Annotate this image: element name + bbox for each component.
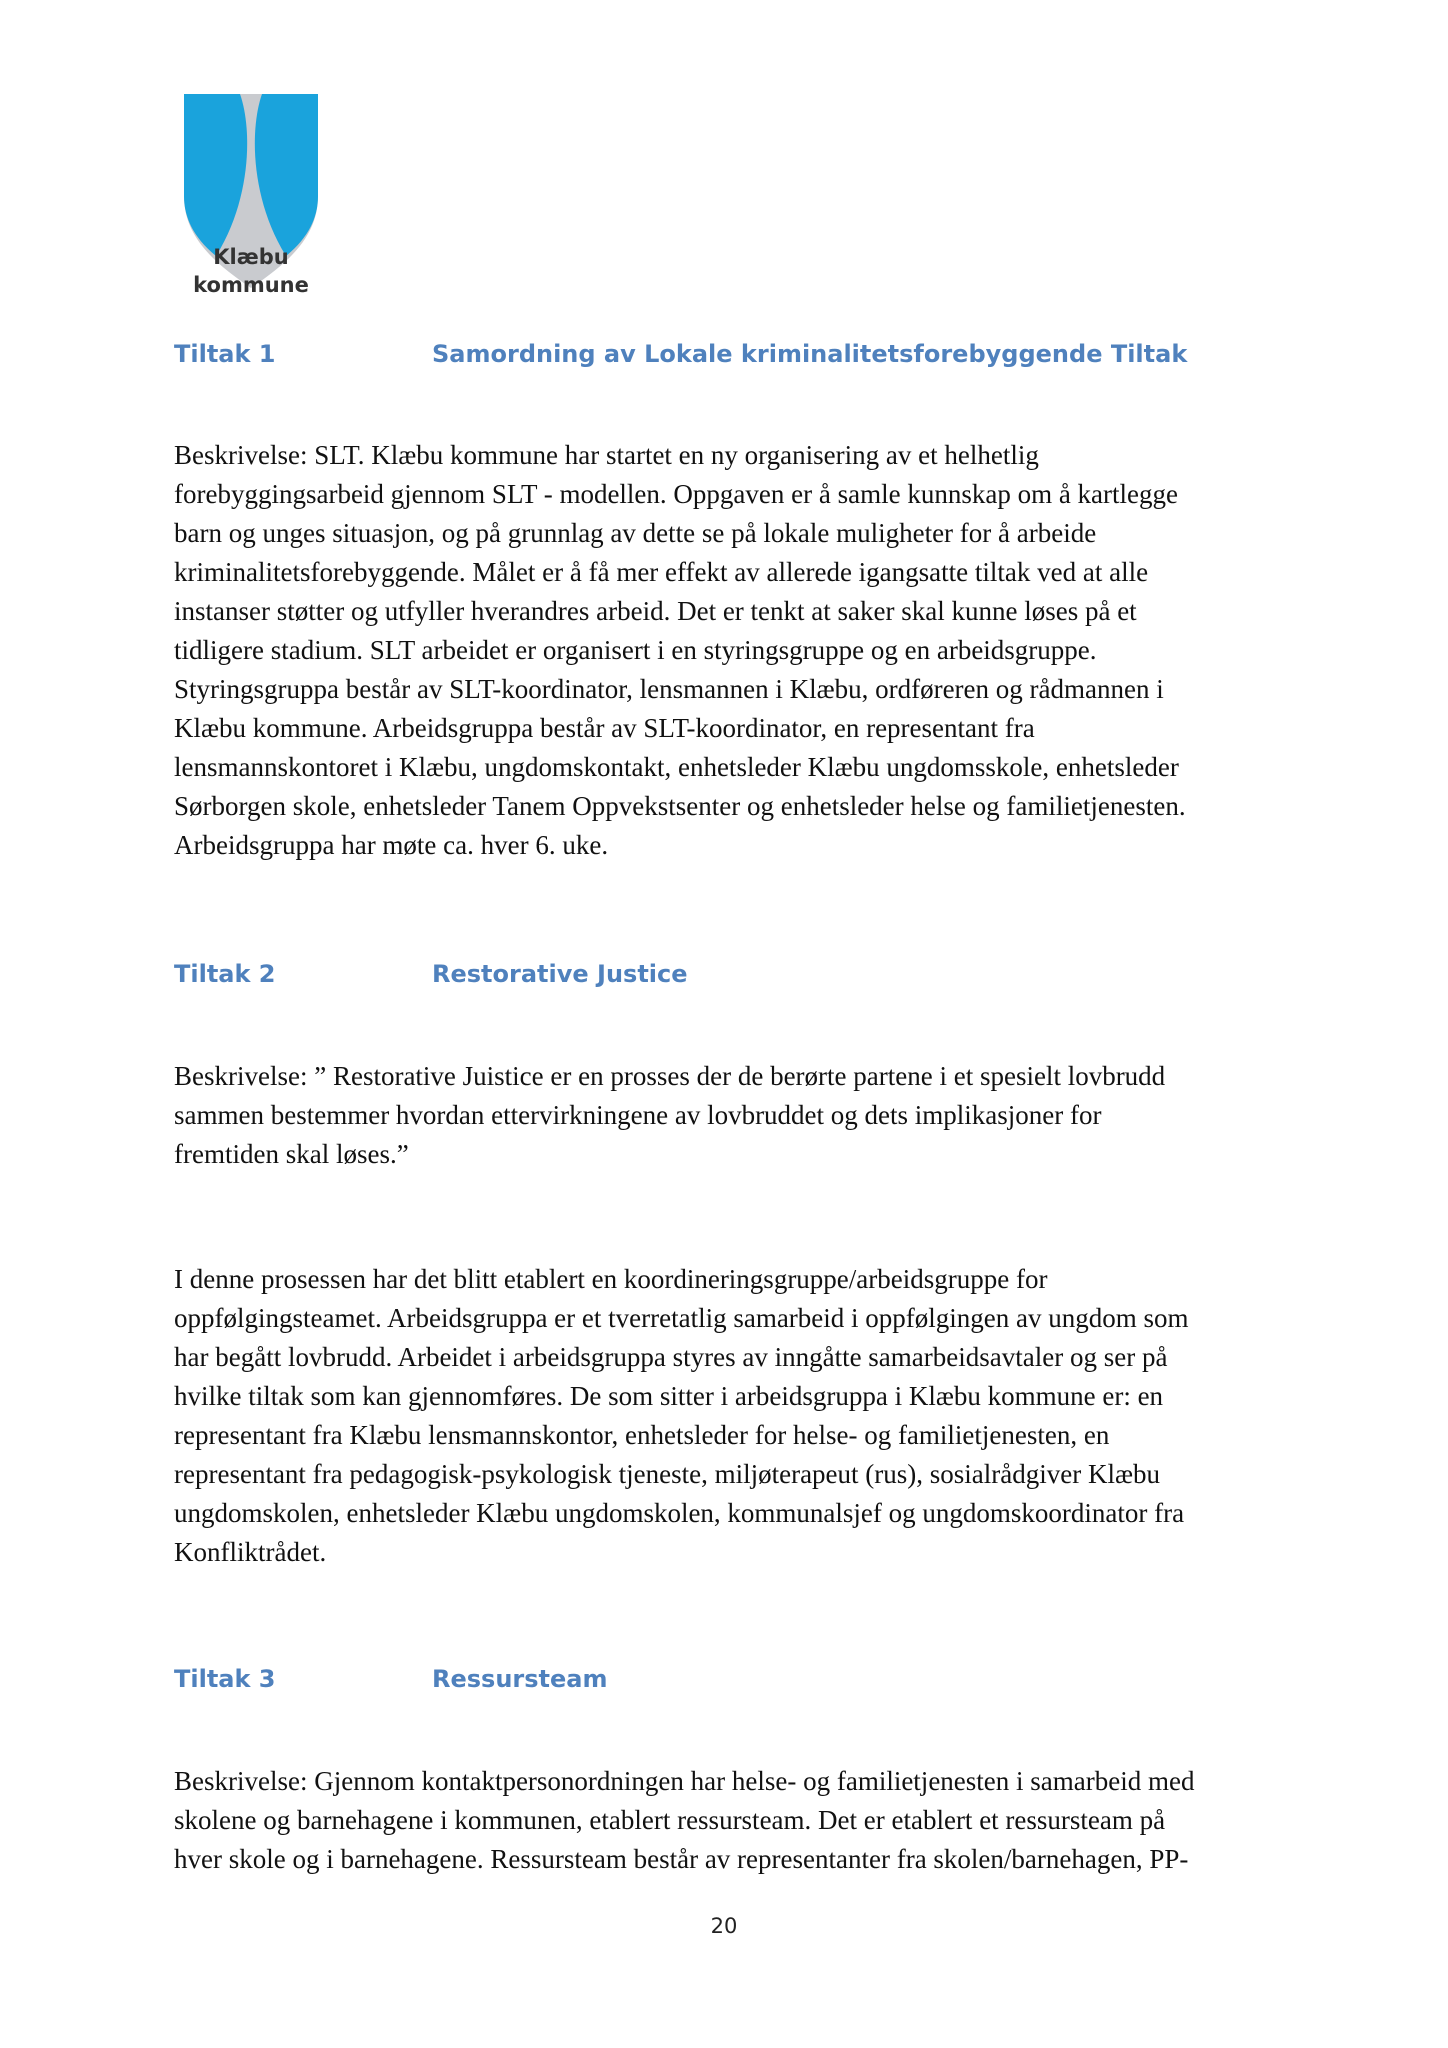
text-line: Styringsgruppa består av SLT-koordinator, lensmannen i Klæbu, ordføreren og rådmannen i bbox=[174, 674, 1164, 704]
text-line: hvilke tiltak som kan gjennomføres. De som sitter i arbeidsgruppa i Klæbu kommune er: en bbox=[174, 1381, 1164, 1411]
text-line: kriminalitetsforebyggende. Målet er å få mer effekt av allerede igangsatte tiltak ved at alle bbox=[174, 557, 1149, 587]
text-line: ungdomskolen, enhetsleder Klæbu ungdomskolen, kommunalsjef og ungdomskoordinator fra bbox=[174, 1498, 1185, 1528]
section-heading-tiltak-3 bbox=[174, 1665, 608, 1693]
section-heading-tiltak-1 bbox=[174, 340, 1187, 368]
text-line: Klæbu kommune. Arbeidsgruppa består av SLT-koordinator, en representant fra bbox=[174, 713, 1035, 743]
section-number: Tiltak 2 bbox=[174, 960, 276, 988]
text-line: Arbeidsgruppa har møte ca. hver 6. uke. bbox=[174, 830, 609, 860]
text-line: skolene og barnehagene i kommunen, etablert ressursteam. Det er etablert et ressursteam på bbox=[174, 1805, 1166, 1835]
klaebu-kommune-logo bbox=[176, 88, 326, 310]
text-line: fremtiden skal løses.” bbox=[174, 1139, 409, 1169]
text-line: barn og unges situasjon, og på grunnlag av dette se på lokale muligheter for å arbeide bbox=[174, 518, 1097, 548]
text-line: Konfliktrådet. bbox=[174, 1537, 327, 1567]
logo-text-line2: kommune bbox=[193, 273, 309, 297]
section-2-description bbox=[174, 1057, 1314, 1174]
text-line: Beskrivelse: Gjennom kontaktpersonordningen har helse- og familietjenesten i samarbeid med bbox=[174, 1766, 1195, 1796]
text-line: representant fra Klæbu lensmannskontor, enhetsleder for helse- og familietjenesten, en bbox=[174, 1420, 1110, 1450]
section-title: Ressursteam bbox=[432, 1665, 608, 1693]
coat-of-arms-icon bbox=[176, 88, 326, 310]
text-line: lensmannskontoret i Klæbu, ungdomskontakt, enhetsleder Klæbu ungdomsskole, enhetsleder bbox=[174, 752, 1179, 782]
section-number: Tiltak 3 bbox=[174, 1665, 276, 1693]
text-line: Beskrivelse: ” Restorative Juistice er en prosses der de berørte partene i et spesielt lovbrudd bbox=[174, 1061, 1166, 1091]
text-line: representant fra pedagogisk-psykologisk tjeneste, miljøterapeut (rus), sosialrådgiver Klæbu bbox=[174, 1459, 1160, 1489]
text-line: tidligere stadium. SLT arbeidet er organisert i en styringsgruppe og en arbeidsgruppe. bbox=[174, 635, 1097, 665]
section-title: Restorative Justice bbox=[432, 960, 688, 988]
text-line: Sørborgen skole, enhetsleder Tanem Oppvekstsenter og enhetsleder helse og familietjenesten. bbox=[174, 791, 1186, 821]
text-line: Beskrivelse: SLT. Klæbu kommune har startet en ny organisering av et helhetlig bbox=[174, 440, 1039, 470]
text-line: instanser støtter og utfyller hverandres arbeid. Det er tenkt at saker skal kunne løses på et bbox=[174, 596, 1137, 626]
section-heading-tiltak-2 bbox=[174, 960, 688, 988]
section-1-description bbox=[174, 436, 1314, 865]
page-number: 20 bbox=[710, 1914, 738, 1938]
text-line: I denne prosessen har det blitt etablert en koordineringsgruppe/arbeidsgruppe for bbox=[174, 1264, 1048, 1294]
section-3-description bbox=[174, 1762, 1314, 1879]
text-line: oppfølgingsteamet. Arbeidsgruppa er et tverretatlig samarbeid i oppfølgingen av ungdom som bbox=[174, 1303, 1189, 1333]
text-line: sammen bestemmer hvordan ettervirkningene av lovbruddet og dets implikasjoner for bbox=[174, 1100, 1102, 1130]
section-title: Samordning av Lokale kriminalitetsforebyggende Tiltak bbox=[432, 340, 1188, 368]
text-line: har begått lovbrudd. Arbeidet i arbeidsgruppa styres av inngåtte samarbeidsavtaler og ser på bbox=[174, 1342, 1168, 1372]
text-line: hver skole og i barnehagene. Ressursteam består av representanter fra skolen/barnehagen, PP- bbox=[174, 1844, 1189, 1874]
section-number: Tiltak 1 bbox=[174, 340, 276, 368]
section-2-paragraph-2 bbox=[174, 1260, 1314, 1572]
logo-text-line1: Klæbu bbox=[213, 245, 289, 269]
text-line: forebyggingsarbeid gjennom SLT - modellen. Oppgaven er å samle kunnskap om å kartlegge bbox=[174, 479, 1178, 509]
